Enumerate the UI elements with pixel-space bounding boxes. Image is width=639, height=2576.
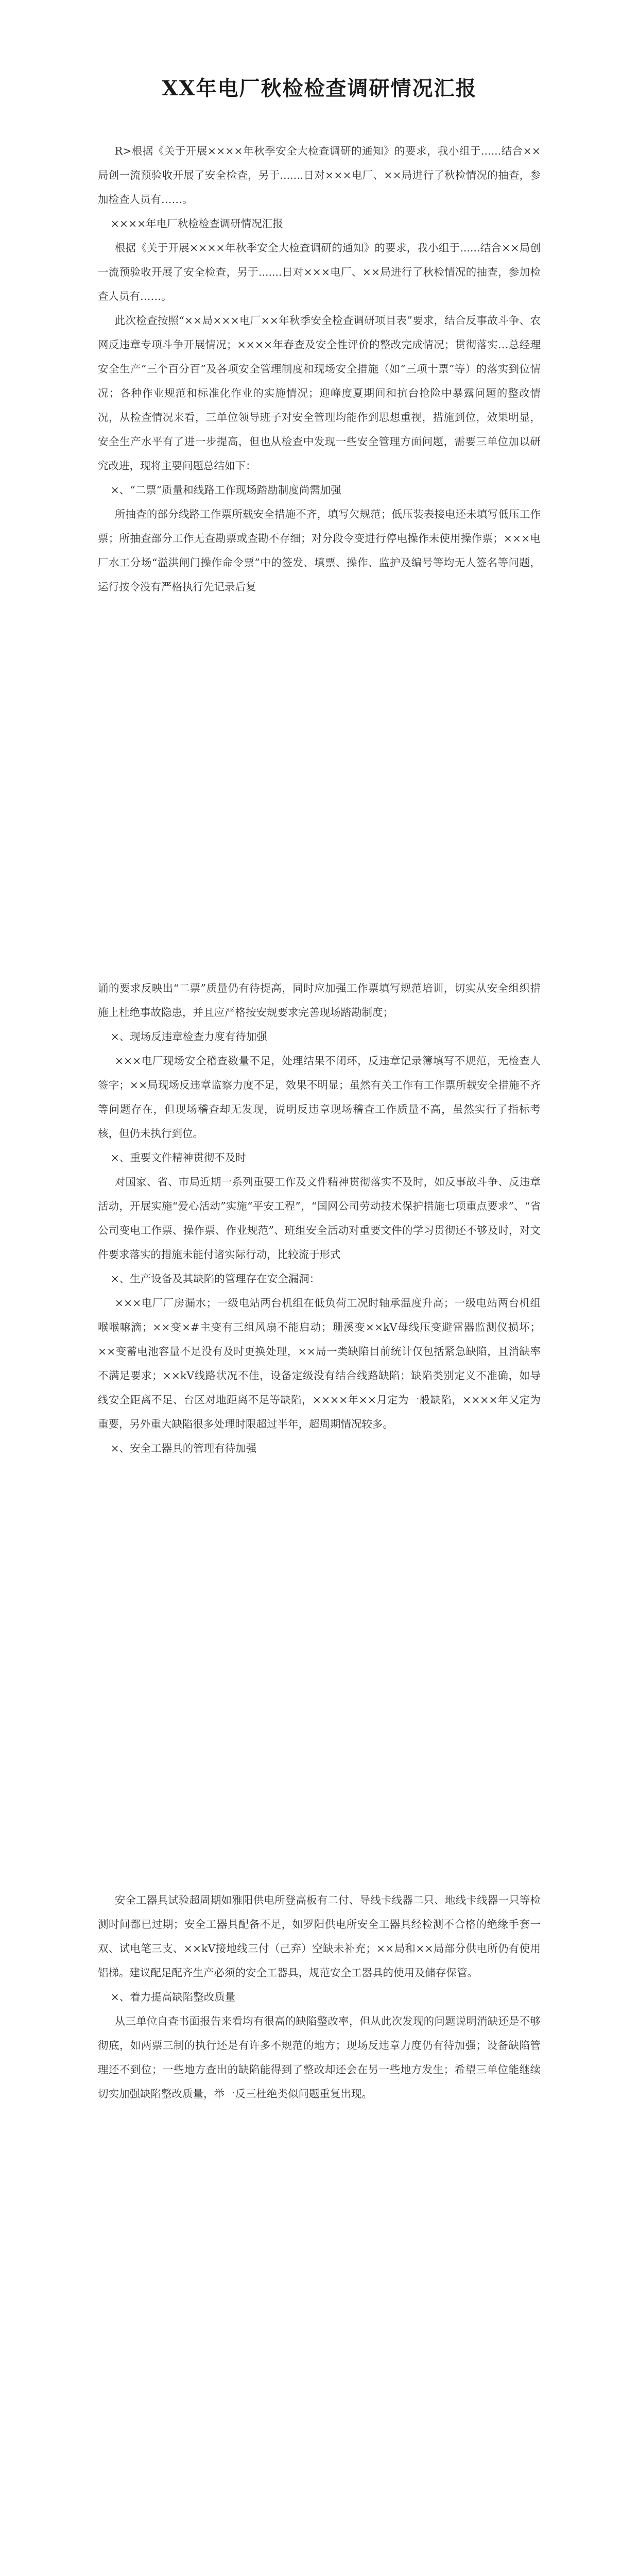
paragraph: 对国家、省、市局近期一系列重要工作及文件精神贯彻落实不及时，如反事故斗争、反违章活动，开展实施“爱心活动”实施“平安工程”，“国网公司劳动技术保护措施七项重点要求”、“省公司变电工作票、操作票、作业规范”、班组安全活动对重要文件的学习贯彻还不够及时，对文件要求落实的措施未能付诸实际行动，比较流于形式 [98, 1176, 541, 1261]
section-heading: ×、重要文件精神贯彻不及时 [110, 1151, 246, 1164]
paragraph: R>根据《关于开展××××年秋季安全大检查调研的通知》的要求，我小组于......结合××局创一流预验收开展了安全检查，另于.......日对×××电厂、××局进行了秋检情况的抽查，参加检查人员有……。 [98, 145, 541, 206]
document-title: XX年电厂秋检检查调研情况汇报 [162, 76, 477, 100]
section-heading: ×、生产设备及其缺陷的管理存在安全漏洞： [110, 1273, 320, 1285]
paragraph: 从三单位自查书面报告来看均有很高的缺陷整改率，但从此次发现的问题说明消缺还是不够彻底，如两票三制的执行还是有许多不规范的地方；现场反违章力度仍有待加强；设备缺陷管理还不到位；一些地方查出的缺陷能得到了整改却还会在另一些地方发生；希望三单位能继续切实加强缺陷整改质量，举一反三杜绝类似问题重复出现。 [98, 2015, 541, 2100]
paragraph: 诵的要求反映出“二票”质量仍有待提高，同时应加强工作票填写规范培训，切实从安全组织措施上杜绝事故隐患，并且应严格按安规要求完善现场踏勘制度； [98, 982, 541, 1019]
document-section-3 [98, 1888, 541, 2106]
paragraph: 此次检查按照“××局×××电厂××年秋季安全检查调研项目表”要求，结合反事故斗争、农网反违章专项斗争开展情况；××××年春查及安全性评价的整改完成情况；贯彻落实…总经理安全生产“三个百分百”及各项安全管理制度和现场安全措施（如“三项十票”等）的落实到位情况；各种作业规范和标准化作业的实施情况；迎峰度夏期间和抗台抢险中暴露问题的整改情况，从检查情况来看，三单位领导班子对安全管理均能作到思想重视，措施到位，效果明显，安全生产水平有了进一步提高，但也从检查中发现一些安全管理方面问题，需要三单位加以研究改进，现将主要问题总结如下： [98, 314, 541, 472]
section-heading: ×、着力提高缺陷整改质量 [110, 1991, 236, 2003]
paragraph: ×××电厂厂房漏水；一级电站两台机组在低负荷工况时轴承温度升高；一级电站两台机组喉喉嘛滴；××变×#主变有三组风扇不能启动；珊溪变××kV母线压变避雷器监测仪损坏；××变蓄电池容量不足没有及时更换处理，××局一类缺陷目前统计仅包括紧急缺陷，且消缺率不满足要求；××kV线路状况不佳，设备定级没有结合线路缺陷；缺陷类别定义不准确，如导线安全距离不足、台区对地距离不足等缺陷，××××年××月定为一般缺陷，××××年又定为重要，另外重大缺陷很多处理时限超过半年，超周期情况较多。 [98, 1297, 541, 1430]
paragraph: 所抽查的部分线路工作票所载安全措施不齐，填写欠规范；低压装表接电还未填写低压工作票；所抽查部分工作无查勘票或查勘不存细；对分段令变进行停电操作未使用操作票；×××电厂水工分场“溢洪闸门操作命令票”中的签发、填票、操作、监护及编号等均无人签名等问题，运行按令没有严格执行先记录后复 [98, 508, 541, 593]
paragraph: 安全工器具试验超周期如雅阳供电所登高板有二付、导线卡线器二只、地线卡线器一只等检测时间都已过期；安全工器具配备不足，如罗阳供电所安全工器具经检测不合格的绝缘手套一双、试电笔三支、××kV接地线三付（己弃）空缺未补充；××局和××局部分供电所仍有使用铝梯。建议配足配齐生产必须的安全工器具，规范安全工器具的使用及储存保管。 [98, 1894, 541, 1979]
section-heading: ××××年电厂秋检检查调研情况汇报 [110, 217, 283, 230]
section-heading: ×、安全工器具的管理有待加强 [110, 1442, 257, 1454]
paragraph: 根据《关于开展××××年秋季安全大检查调研的通知》的要求，我小组于......结合××局创一流预验收开展了安全检查，另于.......日对×××电厂、××局进行了秋检情况的抽查，参加检查人员有……。 [98, 242, 541, 302]
paragraph: ×××电厂现场安全稽查数量不足，处理结果不闭环，反违章记录簿填写不规范，无检查人签字；××局现场反违章监察力度不足，效果不明显；虽然有关工作有工作票所载安全措施不齐等问题存在，但现场稽查却无发现，说明反违章现场稽查工作质量不高，虽然实行了指标考核，但仍未执行到位。 [98, 1055, 541, 1140]
document-section-2 [98, 976, 541, 1461]
section-heading: ×、“二票”质量和线路工作现场踏勘制度尚需加强 [110, 484, 341, 496]
section-heading: ×、现场反违章检查力度有待加强 [110, 1030, 267, 1043]
document-section-1 [98, 139, 541, 599]
